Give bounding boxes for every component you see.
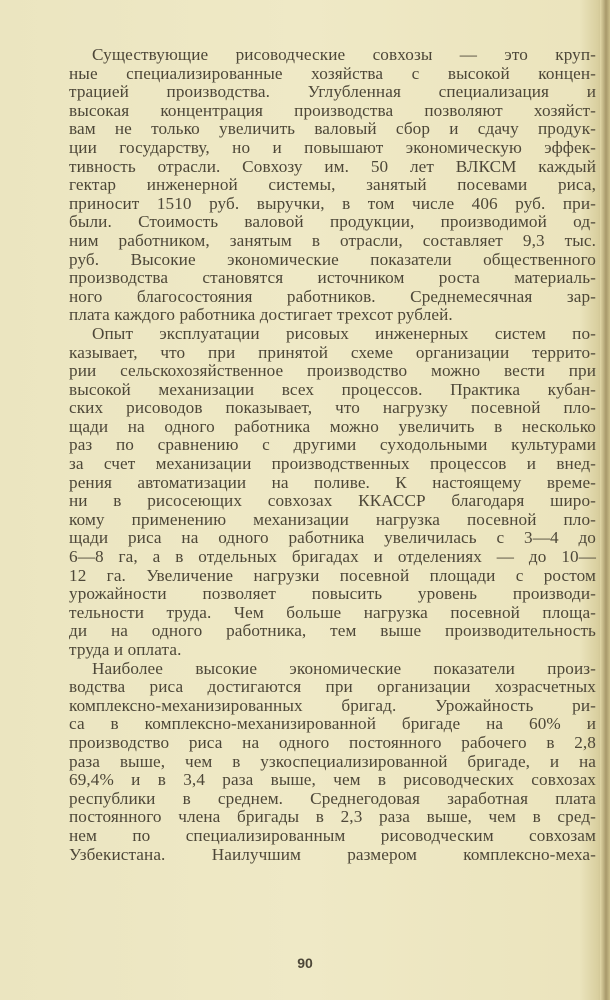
text-line: ные специализированные хозяйства с высокой концен- bbox=[69, 63, 596, 83]
text-line: нем по специализированным рисоводческим совхозам bbox=[69, 825, 596, 845]
text-line: щади на одного работника можно увеличить в несколько bbox=[69, 416, 596, 436]
text-line: ции государству, но и повышают экономическую эффек- bbox=[69, 137, 596, 157]
text-line: труда и оплата. bbox=[69, 640, 182, 659]
text-line: ни в рисосеющих совхозах ККАССР благодаря широ- bbox=[69, 491, 596, 511]
text-line: гектар инженерной системы, занятый посевами риса, bbox=[69, 175, 596, 195]
text-line: республики в среднем. Среднегодовая заработная плата bbox=[69, 788, 596, 808]
text-line: Узбекистана. Наилучшим размером комплексно-меха- bbox=[69, 844, 596, 864]
text-line: раз по сравнению с другими суходольными культурами bbox=[69, 435, 596, 455]
text-line: постоянного члена бригады в 2,3 раза выше, чем в сред- bbox=[69, 807, 596, 827]
text-line: са в комплексно-механизированной бригаде на 60% и bbox=[69, 714, 596, 734]
page-number: 90 bbox=[297, 955, 313, 971]
text-line: производство риса на одного постоянного рабочего в 2,8 bbox=[69, 732, 596, 752]
text-line: приносит 1510 руб. выручки, в том числе 406 руб. при- bbox=[69, 193, 596, 213]
text-line: комплексно-механизированных бригад. Урожайность ри- bbox=[69, 695, 596, 715]
body-text bbox=[69, 46, 596, 864]
text-line: Наиболее высокие экономические показатели произ- bbox=[92, 658, 596, 678]
text-line: трацией производства. Углубленная специализация и bbox=[69, 82, 596, 102]
text-line: руб. Высокие экономические показатели общественного bbox=[69, 249, 596, 269]
paragraph bbox=[69, 325, 596, 660]
text-line: высокой механизации всех процессов. Практика кубан- bbox=[69, 379, 596, 399]
text-line: ним работником, занятым в отрасли, составляет 9,3 тыс. bbox=[69, 230, 596, 250]
text-line: ди на одного работника, тем выше производительность bbox=[69, 621, 596, 641]
text-line: высокая концентрация производства позволяют хозяйст- bbox=[69, 100, 596, 120]
text-line: казывает, что при принятой схеме организации террито- bbox=[69, 342, 596, 362]
paragraph bbox=[69, 46, 596, 325]
text-line: 69,4% и в 3,4 раза выше, чем в рисоводческих совхозах bbox=[69, 770, 596, 790]
text-line: водства риса достигаются при организации хозрасчетных bbox=[69, 677, 596, 697]
text-line: производства становятся источником роста материаль- bbox=[69, 268, 596, 288]
text-line: рии сельскохозяйственное производство можно вести при bbox=[69, 361, 596, 381]
text-line: вам не только увеличить валовый сбор и сдачу продук- bbox=[69, 119, 596, 139]
text-line: плата каждого работника достигает трехсот рублей. bbox=[69, 305, 453, 325]
paragraph bbox=[69, 660, 596, 865]
text-line: тельности труда. Чем больше нагрузка посевной площа- bbox=[69, 602, 596, 622]
text-line: Существующие рисоводческие совхозы — это круп- bbox=[92, 45, 596, 64]
text-line: рения автоматизации на поливе. К настоящему време- bbox=[69, 472, 596, 492]
text-line: Опыт эксплуатации рисовых инженерных систем по- bbox=[92, 323, 596, 343]
text-line: ного благосостояния работников. Среднемесячная зар- bbox=[69, 286, 596, 306]
text-line: щади риса на одного работника увеличилась с 3—4 до bbox=[69, 528, 596, 548]
text-line: кому применению механизации нагрузка посевной пло- bbox=[69, 509, 596, 529]
text-line: 12 га. Увеличение нагрузки посевной площади с ростом bbox=[69, 565, 596, 585]
text-line: были. Стоимость валовой продукции, производимой од- bbox=[69, 212, 596, 232]
text-line: 6—8 га, а в отдельных бригадах и отделениях — до 10— bbox=[69, 547, 596, 567]
text-line: тивность отрасли. Совхозу им. 50 лет ВЛКСМ каждый bbox=[69, 156, 596, 176]
text-line: урожайности позволяет повысить уровень производи- bbox=[69, 584, 596, 604]
page-binding-edge bbox=[600, 0, 610, 1000]
text-line: ских рисоводов показывает, что нагрузку посевной пло- bbox=[69, 398, 596, 418]
text-line: за счет механизации производственных процессов и внед- bbox=[69, 454, 596, 474]
text-line: раза выше, чем в узкоспециализированной бригаде, и на bbox=[69, 751, 596, 771]
